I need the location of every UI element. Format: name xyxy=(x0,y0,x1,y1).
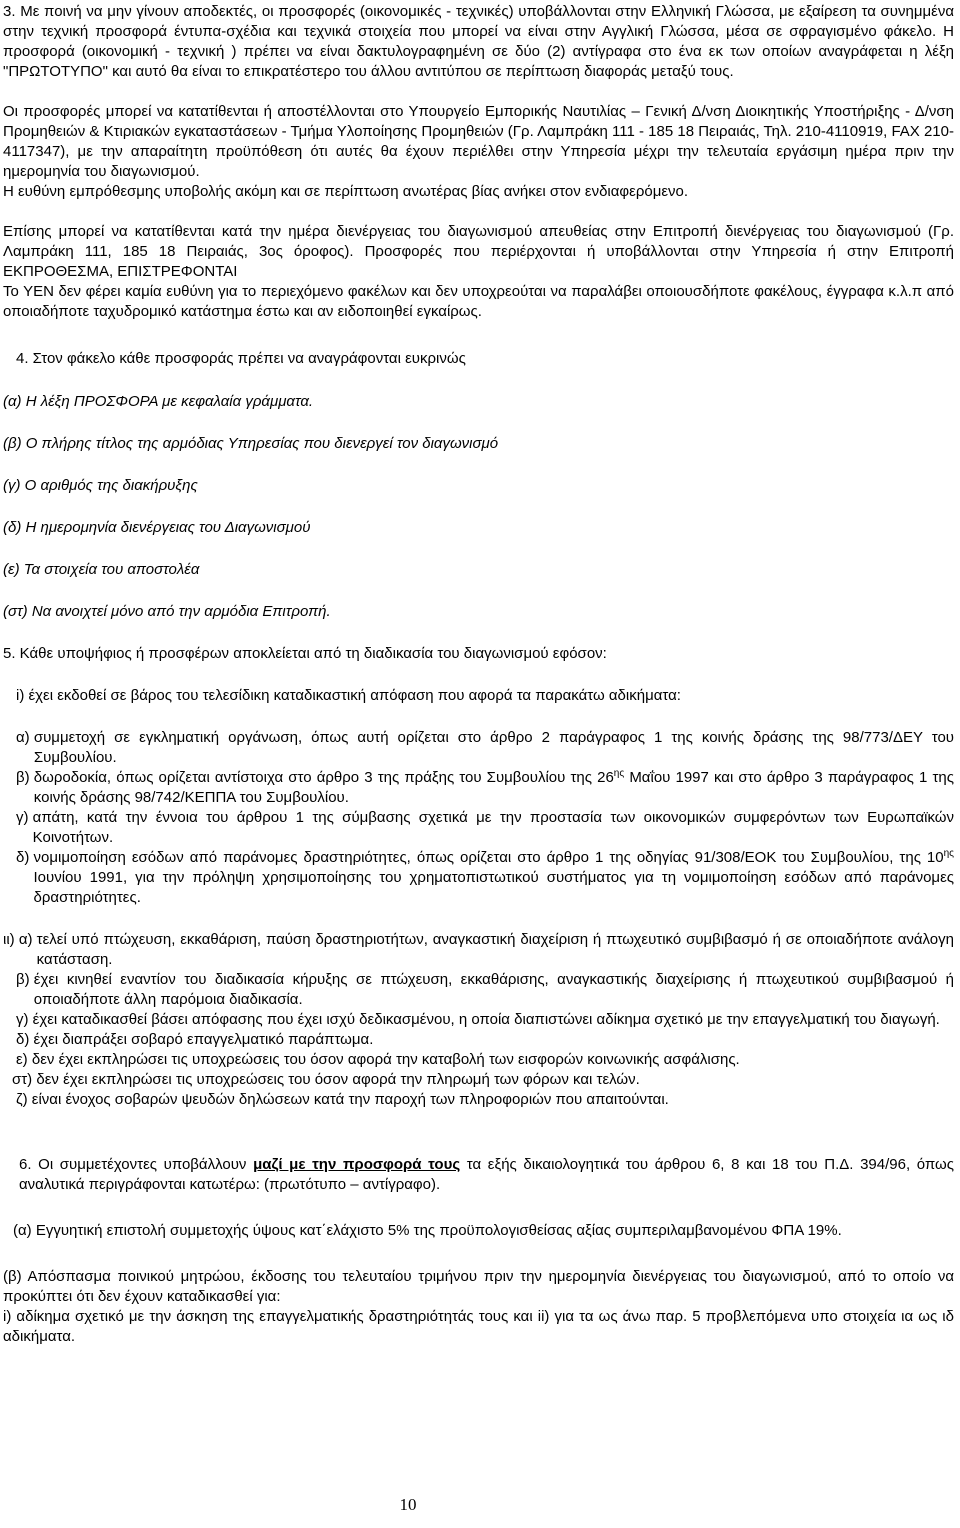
section-5-ii-item-f xyxy=(3,1070,954,1090)
item-label: δ) xyxy=(16,849,34,866)
item-text: συμμετοχή σε εγκληματική οργάνωση, όπως αυτή ορίζεται στο άρθρο 2 παράγραφος 1 της κοινής δράσης της 98/773/ΔΕΥ του Συμβουλίου. xyxy=(33,729,954,766)
ordinal-superscript: ης xyxy=(943,848,954,859)
item-text xyxy=(34,768,954,808)
item-text: απάτη, κατά την έννοια του άρθρου 1 της σύμβασης σχετικά με την προστασία των οικονομικών συμφερόντων των Ευρωπαϊκών Κοινοτήτων. xyxy=(32,809,954,846)
section-5-ii-item-e xyxy=(3,1050,954,1070)
section-5-i-item-c xyxy=(3,808,954,848)
item-text-part: Μαΐου 1997 και στο άρθρο 3 παράγραφος 1 της κοινής δράσης 98/742/ΚΕΠΠΑ του Συμβουλίου. xyxy=(33,769,954,806)
item-text xyxy=(34,848,954,908)
item-label: ε) xyxy=(16,1051,32,1068)
section-4-item-a: (α) Η λέξη ΠΡΟΣΦΟΡΑ με κεφαλαία γράμματα. xyxy=(3,393,314,410)
section-5-ii-item-g xyxy=(3,1090,954,1110)
section-5-ii-item-a xyxy=(3,930,954,970)
item-label: ιι) α) xyxy=(3,931,37,948)
section-6-item-b: (β) Απόσπασμα ποινικού μητρώου, έκδοσης του τελευταίου τριμήνου πριν την ημερομηνία διενέργειας του διαγωνισμού, από το οποίο να προκύπτει ότι δεν έχουν καταδικασθεί για: xyxy=(3,1268,954,1305)
item-text: έχει διαπράξει σοβαρό επαγγελματικό παράπτωμα. xyxy=(33,1031,374,1048)
item-label: β) xyxy=(16,971,34,988)
item-text: έχει καταδικασθεί βάσει απόφασης που έχει ισχύ δεδικασμένου, η οποία διαπιστώνει αδίκημα σχετικό με την επαγγελματική του διαγωγή. xyxy=(32,1011,940,1028)
section-5-i-intro: i) έχει εκδοθεί σε βάρος του τελεσίδικη καταδικαστική απόφαση που αφορά τα παρακάτω αδικήματα: xyxy=(16,687,681,704)
section-6-item-b-continued: i) αδίκημα σχετικό με την άσκηση της επαγγελματικής δραστηριότητάς τους και ii) για τα ως άνω παρ. 5 προβλεπόμενα υπο στοιχεία ια ως ιδ αδικήματα. xyxy=(3,1308,954,1345)
item-label: ζ) xyxy=(16,1091,32,1108)
section-4-item-c: (γ) Ο αριθμός της διακήρυξης xyxy=(3,477,198,494)
section-5-ii-item-c xyxy=(3,1010,954,1030)
item-text: τελεί υπό πτώχευση, εκκαθάριση, παύση δραστηριοτήτων, αναγκαστική διαχείριση ή πτωχευτικό συμβιβασμό ή σε οποιαδήποτε ανάλογη κατάσταση. xyxy=(36,931,954,968)
item-label: στ) xyxy=(12,1071,37,1088)
section-4-item-e: (ε) Τα στοιχεία του αποστολέα xyxy=(3,561,200,578)
item-label: β) xyxy=(16,769,34,786)
section-4-heading: 4. Στον φάκελο κάθε προσφοράς πρέπει να αναγράφονται ευκρινώς xyxy=(16,350,466,367)
item-text-part: Ιουνίου 1991, για την πρόληψη χρησιμοποίησης του χρηματοπιστωτικού συστήματος για τη νομιμοποίηση εσόδων από παράνομες δραστηριότητες. xyxy=(33,869,954,906)
section-3-paragraph-3: Η ευθύνη εμπρόθεσμης υποβολής ακόμη και σε περίπτωση ανωτέρας βίας ανήκει στον ενδιαφερόμενο. xyxy=(3,183,689,200)
section-3-paragraph-2: Οι προσφορές μπορεί να κατατίθενται ή αποστέλλονται στο Υπουργείο Εμπορικής Ναυτιλίας – Γενική Δ/νση Διοικητικής Υποστήριξης - Δ/νση Προμηθειών & Κτιριακών εγκαταστάσεων - Τμήμα Υλοποίησης Προμηθειών (Γρ. Λαμπράκη 111 - 185 18 Πειραιάς, Τηλ. 210-4110919, FAX 210-4117347), με την απαραίτητη προϋπόθεση ότι αυτές θα έχουν περιέλθει στην Υπηρεσία μέχρι την τελευταία εργάσιμη ημέρα πριν την ημερομηνία του διαγωνισμού. xyxy=(3,103,954,180)
section-6-item-a: (α) Εγγυητική επιστολή συμμετοχής ύψους κατ΄ελάχιστο 5% της προϋπολογισθείσας αξίας συμπεριλαμβανομένου ΦΠΑ 19%. xyxy=(13,1222,842,1239)
section-3-paragraph-4a: Επίσης μπορεί να κατατίθενται κατά την ημέρα διενέργειας του διαγωνισμού απευθείας στην Επιτροπή διενέργειας του διαγωνισμού (Γρ. Λαμπράκη 111, 185 18 Πειραιάς, 3ος όροφος). Προσφορές που περιέρχονται ή υποβάλλονται στην Υπηρεσία ή στην Επιτροπή ΕΚΠΡΟΘΕΣΜΑ, ΕΠΙΣΤΡΕΦΟΝΤΑΙ xyxy=(3,223,954,280)
item-text-part: νομιμοποίηση εσόδων από παράνομες δραστηριότητες, όπως ορίζεται στο άρθρο 1 της οδηγίας 91/308/ΕΟΚ του Συμβουλίου, της 10 xyxy=(33,849,944,866)
item-label: γ) xyxy=(16,809,33,826)
section-4-item-b: (β) Ο πλήρης τίτλος της αρμόδιας Υπηρεσίας που διενεργεί τον διαγωνισμό xyxy=(3,435,499,452)
item-text: δεν έχει εκπληρώσει τις υποχρεώσεις του όσον αφορά την καταβολή των εισφορών κοινωνικής ασφάλισης. xyxy=(31,1051,740,1068)
section-5-heading: 5. Κάθε υποψήφιος ή προσφέρων αποκλείεται από τη διαδικασία του διαγωνισμού εφόσον: xyxy=(3,645,607,662)
page-number: 10 xyxy=(399,1495,417,1514)
item-label: γ) xyxy=(16,1011,33,1028)
item-label: δ) xyxy=(16,1031,34,1048)
section-5-i-item-a xyxy=(3,728,954,768)
section-5-i-item-b xyxy=(3,768,954,808)
item-text-part: δωροδοκία, όπως ορίζεται αντίστοιχα στο άρθρο 3 της πράξης του Συμβουλίου της 26 xyxy=(33,769,614,786)
item-text: δεν έχει εκπληρώσει τις υποχρεώσεις του όσον αφορά την πληρωμή των φόρων και τελών. xyxy=(36,1071,640,1088)
section-3-paragraph-4b: Το ΥΕΝ δεν φέρει καμία ευθύνη για το περιεχόμενο φακέλων και δεν υποχρεούται να παραλάβει οποιουσδήποτε φακέλους, έγγραφα κ.λ.π από οποιαδήποτε ταχυδρομικό κατάστημα έστω και αν ειδοποιηθεί εγκαίρως. xyxy=(3,283,954,320)
section-5-ii-item-d xyxy=(3,1030,954,1050)
item-text: είναι ένοχος σοβαρών ψευδών δηλώσεων κατά την παροχή των πληροφοριών που απαιτούνται. xyxy=(31,1091,669,1108)
section-5-ii-item-b xyxy=(3,970,954,1010)
item-label: α) xyxy=(16,729,34,746)
section-6-paragraph-1 xyxy=(3,1155,954,1195)
text-part: τα εξής δικαιολογητικά του άρθρου 6, 8 και 18 του Π.Δ. 394/96, όπως αναλυτικά περιγράφονται κατωτέρω: (πρωτότυπο – αντίγραφο). xyxy=(19,1156,954,1193)
section-5-i-item-d xyxy=(3,848,954,908)
section-3-paragraph-1: 3. Με ποινή να μην γίνουν αποδεκτές, οι προσφορές (οικονομικές - τεχνικές) υποβάλλονται στην Ελληνική Γλώσσα, με εξαίρεση τα συνημμένα στην τεχνική προσφορά έντυπα-σχέδια και τεχνικά στοιχεία που μπορεί να είναι στην Αγγλική Γλώσσα, μέσα σε σφραγισμένο φάκελο. Η προσφορά (οικονομική - τεχνική ) πρέπει να είναι δακτυλογραφημένη σε δύο (2) αντίγραφα στο ένα εκ των οποίων αναγράφεται η λέξη "ΠΡΩΤΟΤΥΠΟ" και αυτό θα είναι το επικρατέστερο του άλλου αντιτύπου σε περίπτωση διαφοράς μεταξύ τους. xyxy=(3,3,954,80)
text-part: 6. Οι συμμετέχοντες υποβάλλουν xyxy=(19,1156,254,1173)
section-4-item-f: (στ) Να ανοιχτεί μόνο από την αρμόδια Επιτροπή. xyxy=(3,603,331,620)
section-4-item-d: (δ) Η ημερομηνία διενέργειας του Διαγωνισμού xyxy=(3,519,311,536)
emphasized-phrase: μαζί με την προσφορά τους xyxy=(253,1156,461,1173)
item-text: έχει κινηθεί εναντίον του διαδικασία κήρυξης σε πτώχευση, εκκαθάρισης, αναγκαστικής διαχείρισης ή πτωχευτικού συμβιβασμού ή οποιαδήποτε άλλη παρόμοια διαδικασία. xyxy=(33,971,954,1008)
ordinal-superscript: ης xyxy=(613,768,625,779)
